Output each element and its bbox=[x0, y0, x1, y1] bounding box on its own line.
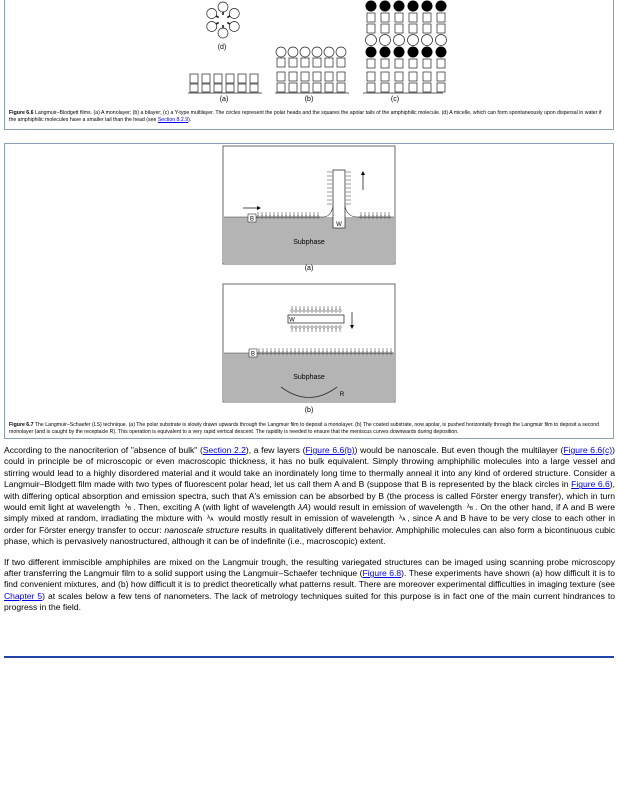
polar-head bbox=[380, 1, 391, 12]
text: , since A and B have to be very close to each other in order for Förster energy transfer to occur: bbox=[4, 513, 615, 535]
apolar-tail bbox=[226, 84, 234, 92]
apolar-tail bbox=[313, 83, 321, 92]
polar-head bbox=[300, 47, 310, 57]
apolar-tail bbox=[381, 59, 389, 68]
panel-b-drawing bbox=[223, 284, 395, 414]
article-body bbox=[4, 445, 615, 623]
text: would mostly result in emission of wavelength bbox=[215, 513, 398, 524]
polar-head bbox=[408, 47, 419, 58]
polar-head bbox=[229, 9, 239, 19]
receptacle-label: R bbox=[339, 392, 345, 398]
polar-head bbox=[436, 47, 447, 58]
apolar-tail bbox=[437, 72, 445, 81]
sub: A bbox=[402, 517, 406, 524]
caption-text: The Langmuir–Schaefer (LS) technique. (a) The polar substrate is slowly drawn upwards through the Langmuir film to deposit a monolayer. (b) The coated substrate, now apolar, is pushed horizontally through the Langmuir film to deposit a second monolayer (and is caught by the receptacle R). This operation is equivalent to a very rapid vertical descent. The rapidity is needed to ensure that the meniscus curves downwards during deposition. bbox=[9, 422, 599, 435]
label-a: (a) bbox=[219, 96, 229, 103]
apolar-tail bbox=[202, 74, 210, 83]
apolar-tail bbox=[409, 24, 417, 33]
polar-head bbox=[380, 35, 391, 46]
polar-head bbox=[380, 47, 391, 58]
apolar-tail bbox=[437, 24, 445, 33]
apolar-tail bbox=[395, 13, 403, 22]
lambda-a-symbol bbox=[207, 515, 213, 523]
text: ), a few layers ( bbox=[245, 445, 306, 455]
apolar-tail bbox=[409, 13, 417, 22]
label-d: (d) bbox=[217, 44, 227, 51]
polar-head bbox=[408, 1, 419, 12]
lambda-b-symbol bbox=[125, 504, 131, 512]
polar-head bbox=[207, 9, 217, 19]
polar-head bbox=[422, 35, 433, 46]
caption-text: Langmuir–Blodgett films. (a) A monolayer; (b) a bilayer; (c) a Y-type multilayer. The circles represent the polar heads and the squares the apolar tails of the amphiphilic molecule. (d) A micelle, which can form spontaneously upon dispersal in water if the amphiphilic molecules have a smaller tail than the head (see bbox=[9, 110, 602, 123]
figure-6-7-diagram bbox=[5, 144, 613, 420]
caption-end: ). bbox=[188, 116, 192, 123]
barrier-label-b: B bbox=[250, 351, 256, 358]
apolar-tail bbox=[367, 24, 375, 33]
figure-6-6-link[interactable]: Figure 6.6 bbox=[571, 479, 610, 490]
apolar-tail bbox=[409, 59, 417, 68]
apolar-tail bbox=[202, 84, 210, 92]
lambda-a-symbol: λA bbox=[298, 502, 308, 513]
polar-head bbox=[422, 1, 433, 12]
apolar-tail bbox=[395, 59, 403, 68]
polar-head bbox=[436, 35, 447, 46]
panel-b-label: (b) bbox=[304, 407, 314, 414]
apolar-tail bbox=[381, 13, 389, 22]
caption-figure-number: Figure 6.6 bbox=[9, 110, 34, 116]
chapter-5-link[interactable]: Chapter 5 bbox=[4, 590, 43, 601]
section-8-2-9-link[interactable]: Section 8.2.9 bbox=[157, 116, 189, 123]
apolar-tail bbox=[409, 83, 417, 92]
apolar-tail bbox=[437, 13, 445, 22]
apolar-tail bbox=[367, 13, 375, 22]
paragraph-2 bbox=[4, 557, 615, 614]
lambda-a-symbol bbox=[399, 515, 405, 523]
bottom-divider bbox=[4, 656, 614, 658]
panel-a-drawing bbox=[223, 146, 395, 272]
sub: B bbox=[469, 505, 474, 512]
polar-head bbox=[229, 22, 239, 32]
text: ) would result in emission of wavelength bbox=[307, 502, 465, 513]
polar-head bbox=[312, 47, 322, 57]
polar-head bbox=[366, 47, 377, 58]
text: ), with differing optical absorption and emission spectra, such that A's emission can be absorbed by B (the process is called Förster energy transfer), which in turn would emit light at wavelength bbox=[4, 479, 615, 513]
monolayer-drawing bbox=[188, 74, 262, 93]
substrate-label-b: W bbox=[289, 317, 295, 324]
sub: B bbox=[127, 505, 132, 512]
apolar-tail bbox=[381, 72, 389, 81]
apolar-tail bbox=[277, 83, 285, 92]
apolar-tail bbox=[313, 58, 321, 67]
apolar-tail bbox=[367, 83, 375, 92]
apolar-tail bbox=[190, 74, 198, 83]
apolar-tail bbox=[367, 72, 375, 81]
apolar-tail bbox=[423, 13, 431, 22]
apolar-tail bbox=[423, 83, 431, 92]
polar-head bbox=[394, 35, 405, 46]
text: . On the other hand, if A and B were simply mixed at random, irradiating the mixture with bbox=[4, 502, 615, 524]
figure-6-6c-link[interactable]: Figure 6.6(c) bbox=[563, 445, 613, 455]
apolar-tail bbox=[381, 83, 389, 92]
apolar-tail bbox=[381, 24, 389, 33]
lambda: λ bbox=[207, 515, 211, 522]
apolar-tail bbox=[423, 24, 431, 33]
section-2-2-link[interactable]: Section 2.2 bbox=[202, 445, 246, 455]
apolar-tail bbox=[190, 84, 198, 92]
micelle-drawing bbox=[207, 2, 240, 38]
polar-head bbox=[366, 35, 377, 46]
italic-text: nanoscale structure bbox=[164, 524, 240, 535]
lambda-b-symbol bbox=[467, 504, 473, 512]
lambda: λ bbox=[466, 503, 470, 510]
polar-head bbox=[336, 47, 346, 57]
polar-head bbox=[422, 47, 433, 58]
apolar-tail bbox=[367, 59, 375, 68]
sub: A bbox=[210, 517, 214, 524]
apolar-tail bbox=[238, 74, 246, 83]
apolar-tail bbox=[214, 84, 222, 92]
multilayer-drawing bbox=[363, 1, 447, 94]
apolar-tail bbox=[325, 72, 333, 81]
lambda: λ bbox=[124, 503, 128, 510]
text: ). These experiments have shown (a) how difficult it is to find convenient mixtures, and (b) how difficult it is to predict theoretically what patterns result. There are moreover experimental difficulties in imaging texture (see bbox=[4, 568, 615, 590]
figure-6-7-caption bbox=[9, 422, 609, 435]
apolar-tail bbox=[409, 72, 417, 81]
polar-head bbox=[218, 2, 228, 12]
apolar-tail bbox=[395, 83, 403, 92]
apolar-tail bbox=[325, 58, 333, 67]
apolar-tail bbox=[337, 58, 345, 67]
text: ) would be nanoscale. But even though the multilayer ( bbox=[354, 445, 564, 455]
text: ) could in principle be of microscopic or even macroscopic thickness, it has no bulk equivalent. Simply throwing amphiphilic molecules into a large vessel and stirring would lead to a highly disordered material and it would take an inordinately long time to thermally anneal it into any kind of ordered structure. Consider a Langmuir–Blodgett film made with two types of fluorescent polar head, let us call them A and B (suppose that B is represented by the black circles in bbox=[4, 445, 615, 490]
panel-a-label: (a) bbox=[304, 265, 314, 272]
apolar-tail bbox=[337, 72, 345, 81]
figure-6-8-link[interactable]: Figure 6.8 bbox=[362, 568, 402, 579]
label-c: (c) bbox=[390, 96, 400, 103]
apolar-tail bbox=[337, 83, 345, 92]
apolar-tail bbox=[301, 83, 309, 92]
caption-figure-number: Figure 6.7 bbox=[9, 422, 34, 428]
apolar-tail bbox=[301, 72, 309, 81]
apolar-tail bbox=[325, 83, 333, 92]
apolar-tail bbox=[277, 72, 285, 81]
polar-head bbox=[207, 22, 217, 32]
text: results in qualitatively different behavior. Amphiphilic molecules can also form a bicontinuous cubic phase, which is pervasively nanostructured, although it can be of indefinite (i.e., macroscopic) extent. bbox=[4, 524, 615, 547]
apolar-tail bbox=[289, 58, 297, 67]
apolar-tail bbox=[214, 74, 222, 83]
polar-head bbox=[394, 1, 405, 12]
apolar-tail bbox=[250, 74, 258, 83]
polar-head bbox=[288, 47, 298, 57]
apolar-tail bbox=[289, 83, 297, 92]
text: According to the nanocriterion of "absence of bulk" ( bbox=[4, 445, 203, 455]
polar-head bbox=[366, 1, 377, 12]
figure-6-6-panel bbox=[4, 0, 614, 130]
apolar-tail bbox=[301, 58, 309, 67]
polar-head bbox=[276, 47, 286, 57]
apolar-tail bbox=[423, 72, 431, 81]
apolar-tail bbox=[277, 58, 285, 67]
figure-6-6-caption bbox=[9, 110, 609, 123]
figure-6-6b-link[interactable]: Figure 6.6(b) bbox=[305, 445, 355, 455]
subphase-label-b: Subphase bbox=[293, 374, 325, 381]
apolar-tail bbox=[437, 83, 445, 92]
polar-head bbox=[436, 1, 447, 12]
polar-head bbox=[408, 35, 419, 46]
apolar-tail bbox=[395, 72, 403, 81]
apolar-tail bbox=[289, 72, 297, 81]
polar-head bbox=[324, 47, 334, 57]
barrier-label-a: B bbox=[249, 216, 255, 223]
figure-6-6-diagram bbox=[5, 0, 613, 106]
substrate-label-a: W bbox=[336, 222, 342, 228]
text: ) at scales below a few tens of nanometers. The lack of metrology techniques suited for this purpose is in fact one of the main current hindrances to progress in the field. bbox=[4, 590, 615, 613]
apolar-tail bbox=[395, 24, 403, 33]
subphase-label-a: Subphase bbox=[293, 239, 325, 246]
text: If two different immiscible amphiphiles are mixed on the Langmuir trough, the resulting variegated structures can be imaged using scanning probe microscopy after transferring the Langmuir film to a solid support using the Langmuir–Schaefer technique ( bbox=[4, 556, 615, 579]
apolar-tail bbox=[437, 59, 445, 68]
polar-head bbox=[218, 28, 228, 38]
apolar-tail bbox=[238, 84, 246, 92]
polar-head bbox=[394, 47, 405, 58]
lambda: λ bbox=[399, 515, 403, 522]
apolar-tail bbox=[250, 84, 258, 92]
bilayer-drawing bbox=[275, 47, 349, 93]
apolar-tail bbox=[313, 72, 321, 81]
apolar-tail bbox=[423, 59, 431, 68]
text: . Then, exciting A (with light of wavelength bbox=[133, 502, 299, 513]
apolar-tail bbox=[226, 74, 234, 83]
paragraph-1 bbox=[4, 445, 615, 548]
label-b: (b) bbox=[304, 96, 314, 103]
figure-6-7-panel bbox=[4, 143, 614, 439]
